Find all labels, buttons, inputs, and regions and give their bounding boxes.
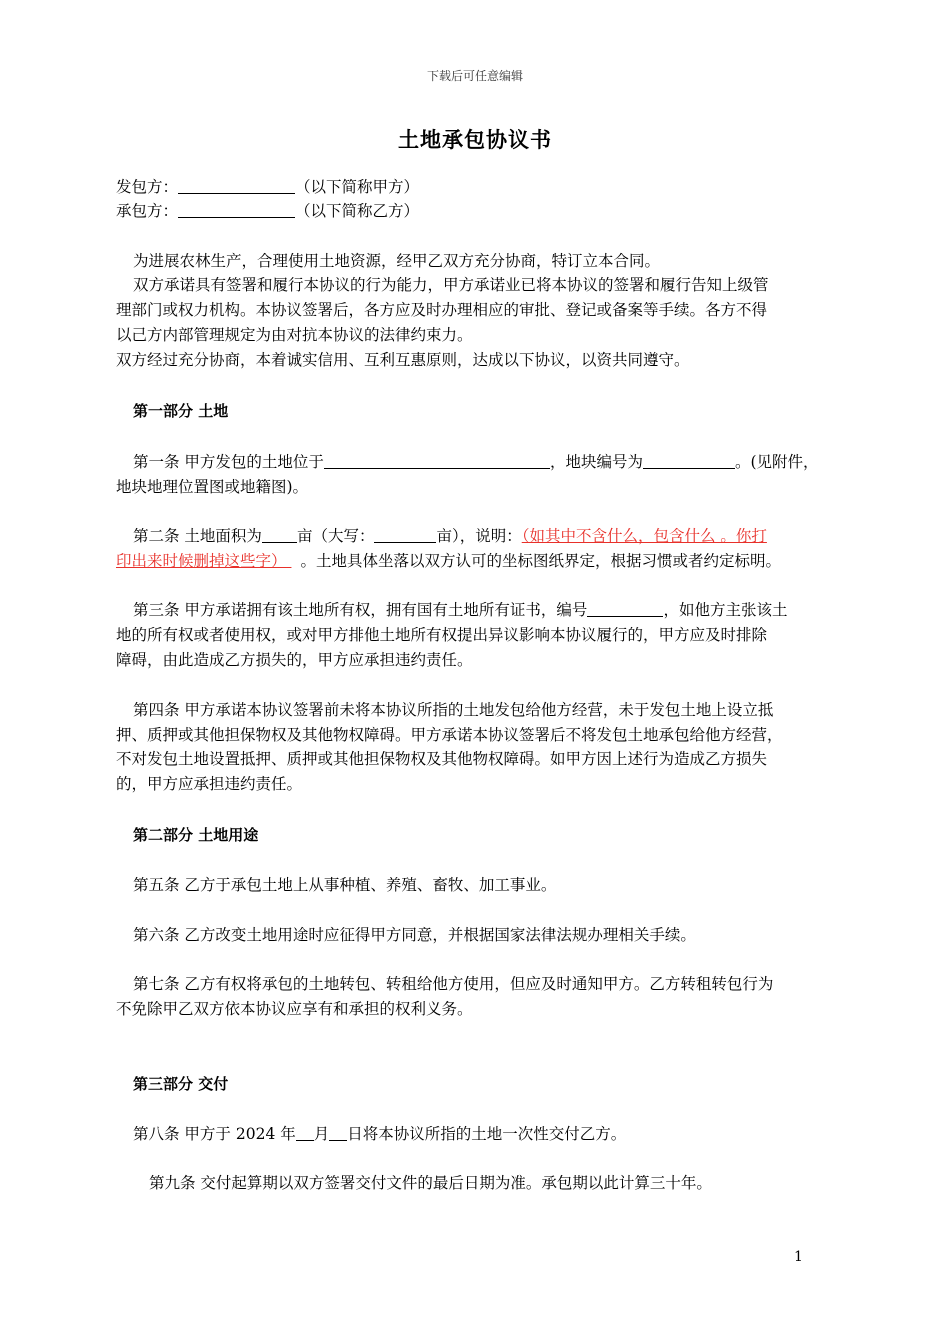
article-2-text-b: 亩（大写： [296,527,375,545]
article-2-red-underline-gap [287,550,301,572]
article-2-line-2 [116,550,836,572]
article-3-line-2: 地的所有权或者使用权，或对甲方排他土地所有权提出异议影响本协议履行的，甲方应及时排除 [116,626,768,644]
article-8-text-c: 日将本协议所指的土地一次性交付乙方。 [347,1125,627,1143]
intro-paragraph-2-line-3: 以己方内部管理规定为由对抗本协议的法律约束力。 [116,326,473,344]
intro-paragraph-3: 双方经过充分协商，本着诚实信用、互利互惠原则，达成以下协议，以资共同遵守。 [116,351,690,369]
land-location-blank[interactable] [324,451,550,469]
article-7-line-2: 不免除甲乙双方依本协议应享有和承担的权利义务。 [116,1000,473,1018]
issuer-line [116,176,836,198]
article-4-line-1: 第四条 甲方承诺本协议签署前未将本协议所指的土地发包给他方经营，未于发包土地上设立抵 [133,701,774,719]
article-5: 第五条 乙方于承包土地上从事种植、养殖、畜牧、加工事业。 [133,876,557,894]
issuer-suffix: （以下简称甲方） [295,178,420,196]
part1-heading: 第一部分 土地 [133,402,229,420]
article-2-line-1 [133,525,853,547]
plot-number-blank[interactable] [643,451,735,469]
part3-heading: 第三部分 交付 [133,1075,229,1093]
article-1-line-1 [133,451,853,473]
article-2-text-c: 亩），说明： [436,527,522,545]
article-1-text-b: ，地块编号为 [549,453,643,471]
page-number: 1 [794,1249,803,1265]
article-3-text-a: 第三条 甲方承诺拥有该土地所有权，拥有国有土地所有证书，编号 [133,601,588,619]
part2-heading: 第二部分 土地用途 [133,826,259,844]
area-uppercase-blank[interactable] [374,525,436,543]
article-8-text-a: 第八条 甲方于 2024 年 [133,1125,296,1143]
article-9: 第九条 交付起算期以双方签署交付文件的最后日期为准。承包期以此计算三十年。 [149,1174,712,1192]
article-8-text-b: 月 [313,1125,330,1143]
article-3-line-1 [133,599,853,621]
intro-paragraph-2-line-1: 双方承诺具有签署和履行本协议的行为能力，甲方承诺业已将本协议的签署和履行告知上级管 [133,276,769,294]
article-6: 第六条 乙方改变土地用途时应征得甲方同意，并根据国家法律法规办理相关手续。 [133,926,696,944]
issuer-blank[interactable] [178,176,295,194]
intro-paragraph-1: 为进展农林生产，合理使用土地资源，经甲乙双方充分协商，特订立本合同。 [133,252,661,270]
article-1-line-2: 地块地理位置图或地籍图)。 [116,478,309,496]
contractor-line [116,200,836,222]
article-3-text-b: ，如他方主张该土 [663,601,788,619]
contractor-suffix: （以下简称乙方） [295,202,420,220]
article-1-text-a: 第一条 甲方发包的土地位于 [133,453,324,471]
article-2-red-note-1: （如其中不含什么，包含什么 。你打 [521,527,767,545]
article-2-text-tail: 。土地具体坐落以双方认可的坐标图纸界定，根据习惯或者约定标明。 [300,552,782,570]
delivery-day-blank[interactable] [329,1123,347,1141]
delivery-month-blank[interactable] [296,1123,314,1141]
intro-paragraph-2-line-2: 理部门或权力机构。本协议签署后，各方应及时办理相应的审批、登记或备案等手续。各方不得 [116,301,768,319]
article-4-line-4: 的，甲方应承担违约责任。 [116,775,303,793]
page-header-note: 下载后可任意编辑 [426,69,523,83]
article-8 [133,1123,853,1145]
area-mu-blank[interactable] [262,525,297,543]
article-2-text-a: 第二条 土地面积为 [133,527,262,545]
contractor-label: 承包方： [116,202,179,220]
contractor-blank[interactable] [178,200,295,218]
article-3-line-3: 障碍，由此造成乙方损失的，甲方应承担违约责任。 [116,651,473,669]
article-1-text-c: 。(见附件， [734,453,819,471]
article-7-line-1: 第七条 乙方有权将承包的土地转包、转租给他方使用，但应及时通知甲方。乙方转租转包行为 [133,975,774,993]
document-title: 土地承包协议书 [398,127,552,152]
article-4-line-3: 不对发包土地设置抵押、质押或其他担保物权及其他物权障碍。如甲方因上述行为造成乙方损失 [116,750,768,768]
certificate-number-blank[interactable] [587,599,663,617]
issuer-label: 发包方： [116,178,179,196]
article-4-line-2: 押、质押或其他担保物权及其他物权障碍。甲方承诺本协议签署后不将发包土地承包给他方经营， [116,726,783,744]
article-2-red-note-2: 印出来时候删掉这些字） [116,552,287,570]
